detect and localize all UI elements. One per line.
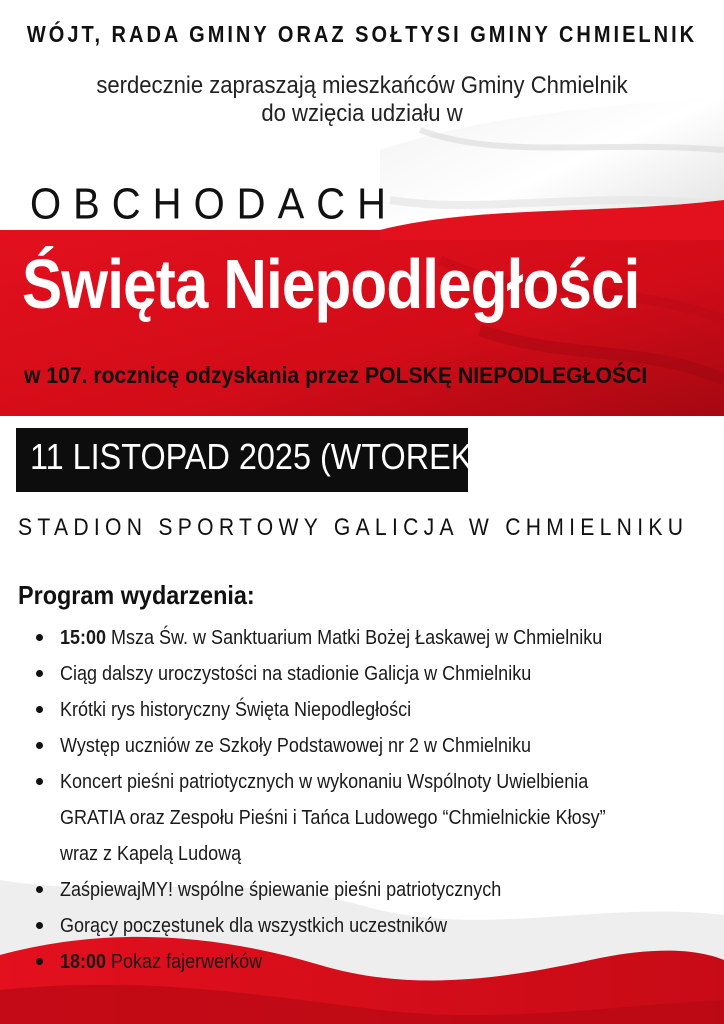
program-item-time: 18:00	[60, 951, 107, 973]
program-item-text: Pokaz fajerwerków	[106, 951, 263, 973]
program-item	[36, 908, 706, 944]
program-item-text: Gorący poczęstunek dla wszystkich uczestników	[60, 915, 448, 937]
event-venue: STADION SPORTOWY GALICJA W CHMIELNIKU	[18, 514, 689, 541]
program-item-text: Msza Św. w Sanktuarium Matki Bożej Łaskawej w Chmielniku	[106, 627, 603, 649]
program-item-text: Występ uczniów ze Szkoły Podstawowej nr 2 w Chmielniku	[60, 735, 532, 757]
event-date: 11 LISTOPAD 2025 (WTOREK)	[30, 436, 484, 477]
program-item	[36, 728, 706, 764]
program-title: Program wydarzenia:	[18, 580, 255, 610]
invitation-line-2: do wzięcia udziału w	[261, 100, 463, 127]
organizers-header: WÓJT, RADA GMINY ORAZ SOŁTYSI GMINY CHMIELNIK	[26, 22, 698, 48]
invitation-line-1: serdecznie zapraszają mieszkańców Gminy Chmielnik	[96, 72, 628, 99]
program-item	[36, 620, 706, 656]
holiday-title: Święta Niepodległości	[22, 245, 640, 323]
program-item	[36, 656, 706, 692]
program-item-text: Koncert pieśni patriotycznych w wykonaniu Wspólnoty Uwielbienia	[60, 771, 589, 793]
invitation-text	[29, 72, 695, 128]
program-item-text-line3: wraz z Kapelą Ludową	[60, 843, 242, 865]
anniversary-bold: POLSKĘ NIEPODLEGŁOŚCI	[365, 362, 648, 388]
program-item-text-line2: GRATIA oraz Zespołu Pieśni i Tańca Ludowego “Chmielnickie Kłosy”	[60, 807, 606, 829]
program-item-text: ZaśpiewajMY! wspólne śpiewanie pieśni patriotycznych	[60, 879, 502, 901]
program-item	[36, 692, 706, 728]
program-item	[36, 944, 706, 980]
program-item-time: 15:00	[60, 627, 107, 649]
program-list	[36, 620, 706, 980]
program-item	[36, 764, 706, 872]
program-item-text: Ciąg dalszy uroczystości na stadionie Galicja w Chmielniku	[60, 663, 532, 685]
program-item	[36, 872, 706, 908]
anniversary-line	[24, 362, 647, 389]
anniversary-text: w 107. rocznicę odzyskania przez	[24, 362, 366, 388]
program-item-text: Krótki rys historyczny Święta Niepodległości	[60, 699, 412, 721]
title-prefix: OBCHODACH	[30, 180, 399, 229]
